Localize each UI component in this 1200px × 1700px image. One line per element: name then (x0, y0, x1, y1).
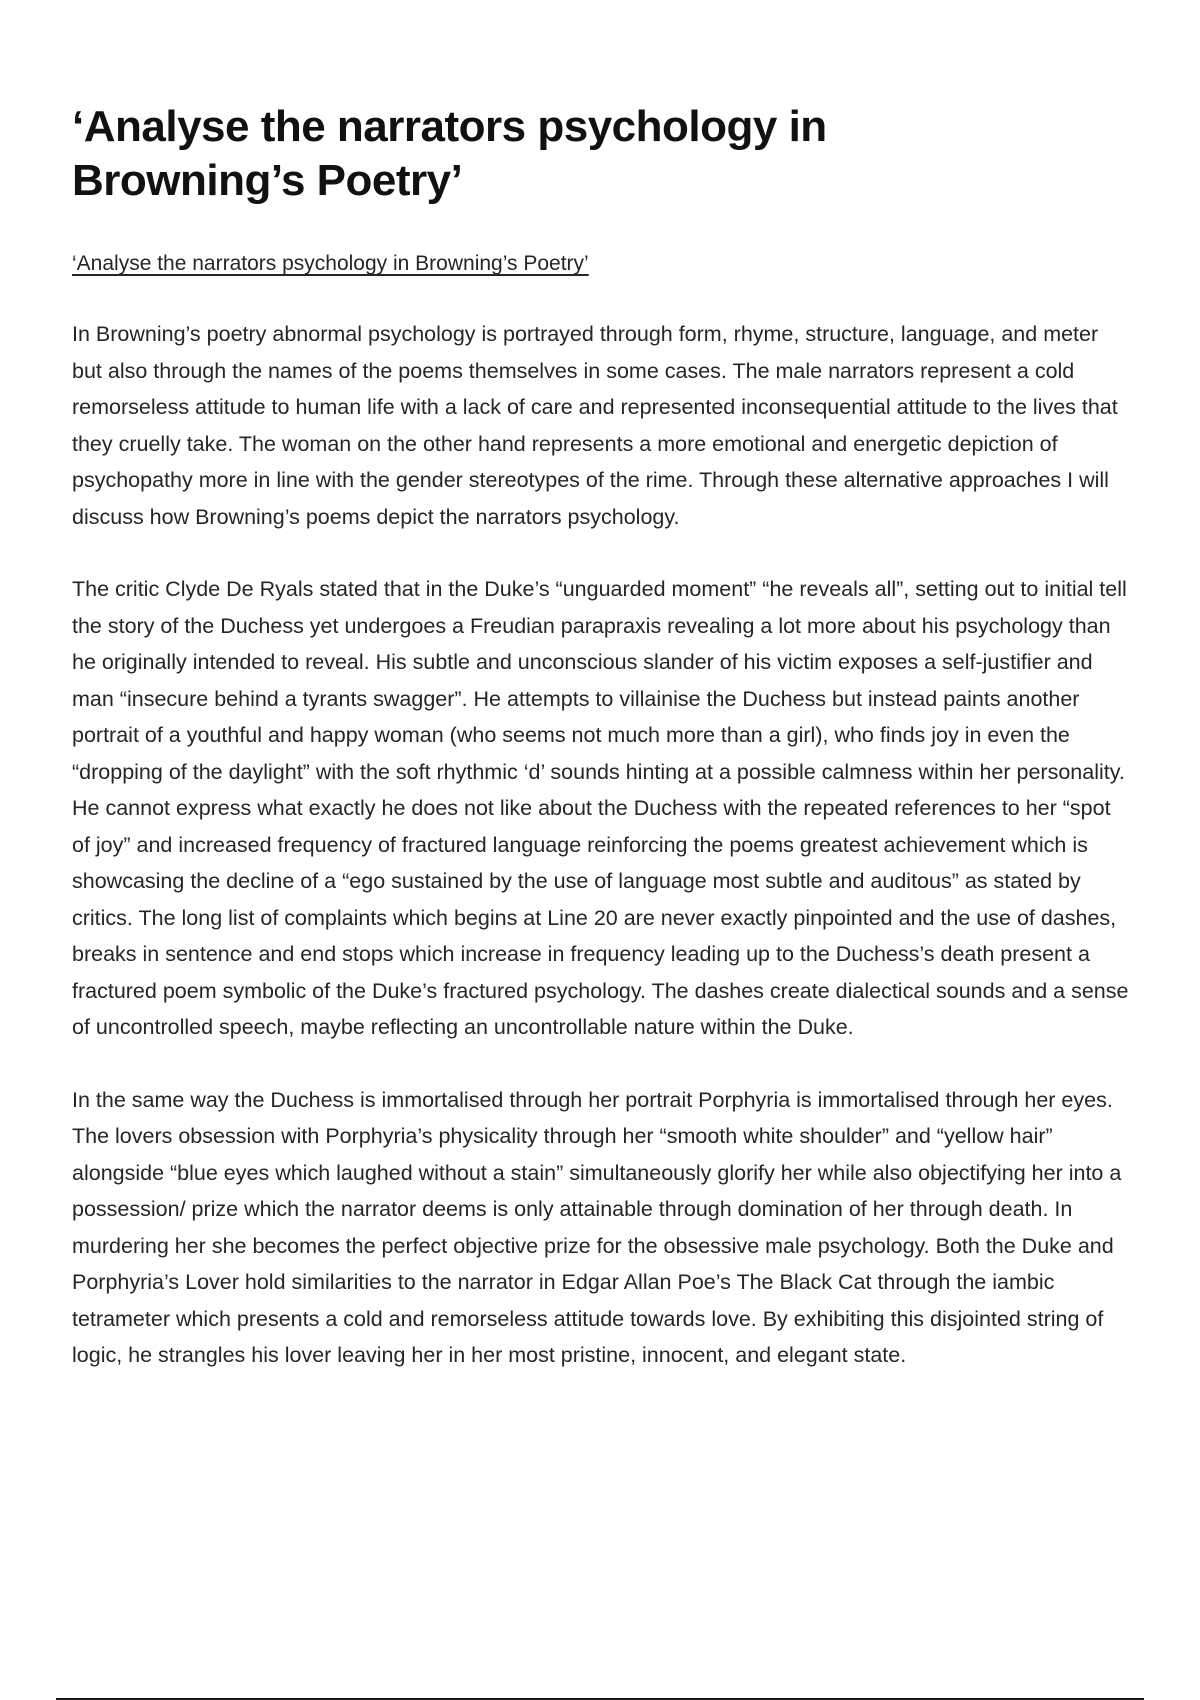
document-title: ‘Analyse the narrators psychology in Browning’s Poetry’ (72, 102, 827, 205)
document-subtitle[interactable]: ‘Analyse the narrators psychology in Browning’s Poetry’ (72, 252, 589, 275)
paragraph-intro: In Browning’s poetry abnormal psychology is portrayed through form, rhyme, structure, language, and meter but also through the names of the poems themselves in some cases. The male narrators represent a cold remorseless attitude to human life with a lack of care and represented inconsequential attitude to the lives that they cruelly take. The woman on the other hand represents a more emotional and energetic depiction of psychopathy more in line with the gender stereotypes of the rime. Through these alternative approaches I will discuss how Browning’s poems depict the narrators psychology. (72, 322, 1118, 529)
document-page (72, 100, 1132, 1374)
paragraph-porphyria: In the same way the Duchess is immortalised through her portrait Porphyria is immortalised through her eyes. The lovers obsession with Porphyria’s physicality through her “smooth white shoulder” and “yellow hair” alongside “blue eyes which laughed without a stain” simultaneously glorify her while also objectifying her into a possession/ prize which the narrator deems is only attainable through domination of her through death. In murdering her she becomes the perfect objective prize for the obsessive male psychology. Both the Duke and Porphyria’s Lover hold similarities to the narrator in Edgar Allan Poe’s The Black Cat through the iambic tetrameter which presents a cold and remorseless attitude towards love. By exhibiting this disjointed string of logic, he strangles his lover leaving her in her most pristine, innocent, and elegant state. (72, 1087, 1122, 1367)
paragraph-duke: The critic Clyde De Ryals stated that in the Duke’s “unguarded moment” “he reveals all”, setting out to initial tell the story of the Duchess yet undergoes a Freudian parapraxis revealing a lot more about his psychology than he originally intended to reveal. His subtle and unconscious slander of his victim exposes a self-justifier and man “insecure behind a tyrants swagger”. He attempts to villainise the Duchess but instead paints another portrait of a youthful and happy woman (who seems not much more than a girl), who finds joy in even the “dropping of the daylight” with the soft rhythmic ‘d’ sounds hinting at a possible calmness within her personality. He cannot express what exactly he does not like about the Duchess with the repeated references to her “spot of joy” and increased frequency of fractured language reinforcing the poems greatest achievement which is showcasing the decline of a “ego sustained by the use of language most subtle and auditous” as stated by critics. The long list of complaints which begins at Line 20 are never exactly pinpointed and the use of dashes, breaks in sentence and end stops which increase in frequency leading up to the Duchess’s death present a fractured poem symbolic of the Duke’s fractured psychology. The dashes create dialectical sounds and a sense of uncontrolled speech, maybe reflecting an uncontrollable nature within the Duke. (72, 577, 1129, 1039)
